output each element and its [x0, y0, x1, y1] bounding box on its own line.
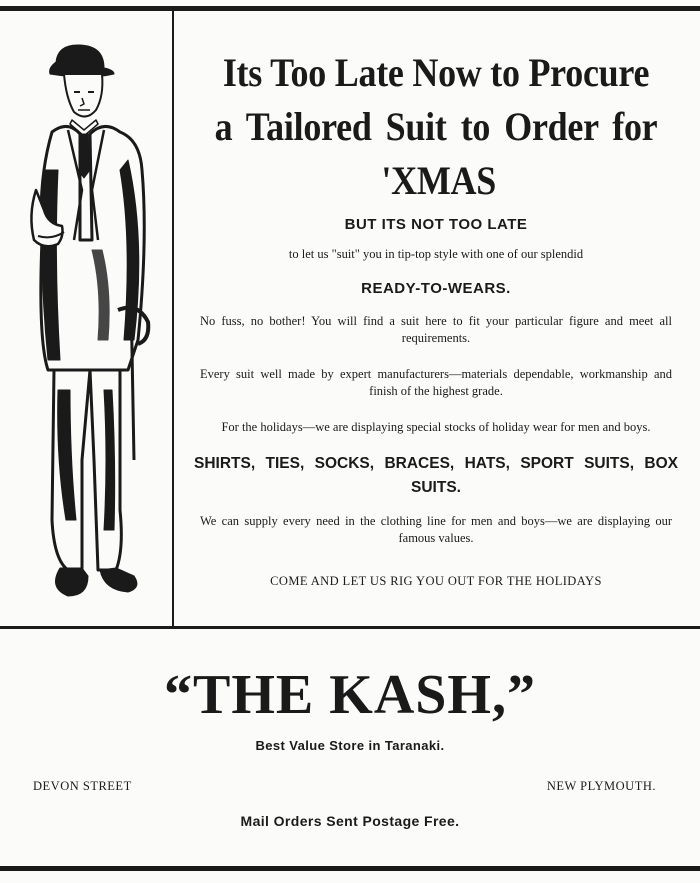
headline: [215, 46, 658, 208]
paragraph-well-made: Every suit well made by expert manufacturers—materials dependable, workmanship and finish of the highest grade.: [200, 367, 672, 398]
subhead-not-too-late: BUT ITS NOT TOO LATE: [344, 216, 528, 233]
paragraph-supply: We can supply every need in the clothing line for men and boys—we are displaying our famous values.: [200, 514, 672, 545]
man-in-suit-illustration: [8, 40, 158, 610]
headline-line-2: a Tailored Suit to Order for: [214, 104, 658, 149]
address-town: NEW PLYMOUTH.: [546, 779, 656, 793]
call-to-action: COME AND LET US RIG YOU OUT FOR THE HOLIDAYS: [270, 574, 602, 588]
headline-line-3: 'XMAS: [381, 158, 497, 203]
top-border-rule: [0, 6, 700, 11]
mail-orders-note: Mail Orders Sent Postage Free.: [240, 813, 460, 829]
middle-border-rule: [0, 626, 700, 629]
store-tagline: Best Value Store in Taranaki.: [255, 738, 445, 753]
address-street: DEVON STREET: [33, 779, 132, 793]
subhead-ready-to-wears: READY-TO-WEARS.: [361, 280, 511, 297]
main-copy: [190, 46, 682, 589]
paragraph-no-fuss: No fuss, no bother! You will find a suit here to fit your particular figure and meet all requirements.: [200, 314, 672, 345]
bottom-border-rule: [0, 866, 700, 871]
subhead-intro-text: to let us "suit" you in tip-top style with one of our splendid: [288, 247, 584, 261]
store-name: “THE KASH,”: [164, 664, 536, 726]
product-list: SHIRTS, TIES, SOCKS, BRACES, HATS, SPORT SUITS, BOX SUITS.: [194, 455, 678, 496]
figure-divider-rule: [172, 11, 174, 626]
headline-line-1: Its Too Late Now to Procure: [222, 50, 650, 95]
paragraph-holidays: For the holidays—we are displaying special stocks of holiday wear for men and boys.: [221, 420, 651, 434]
